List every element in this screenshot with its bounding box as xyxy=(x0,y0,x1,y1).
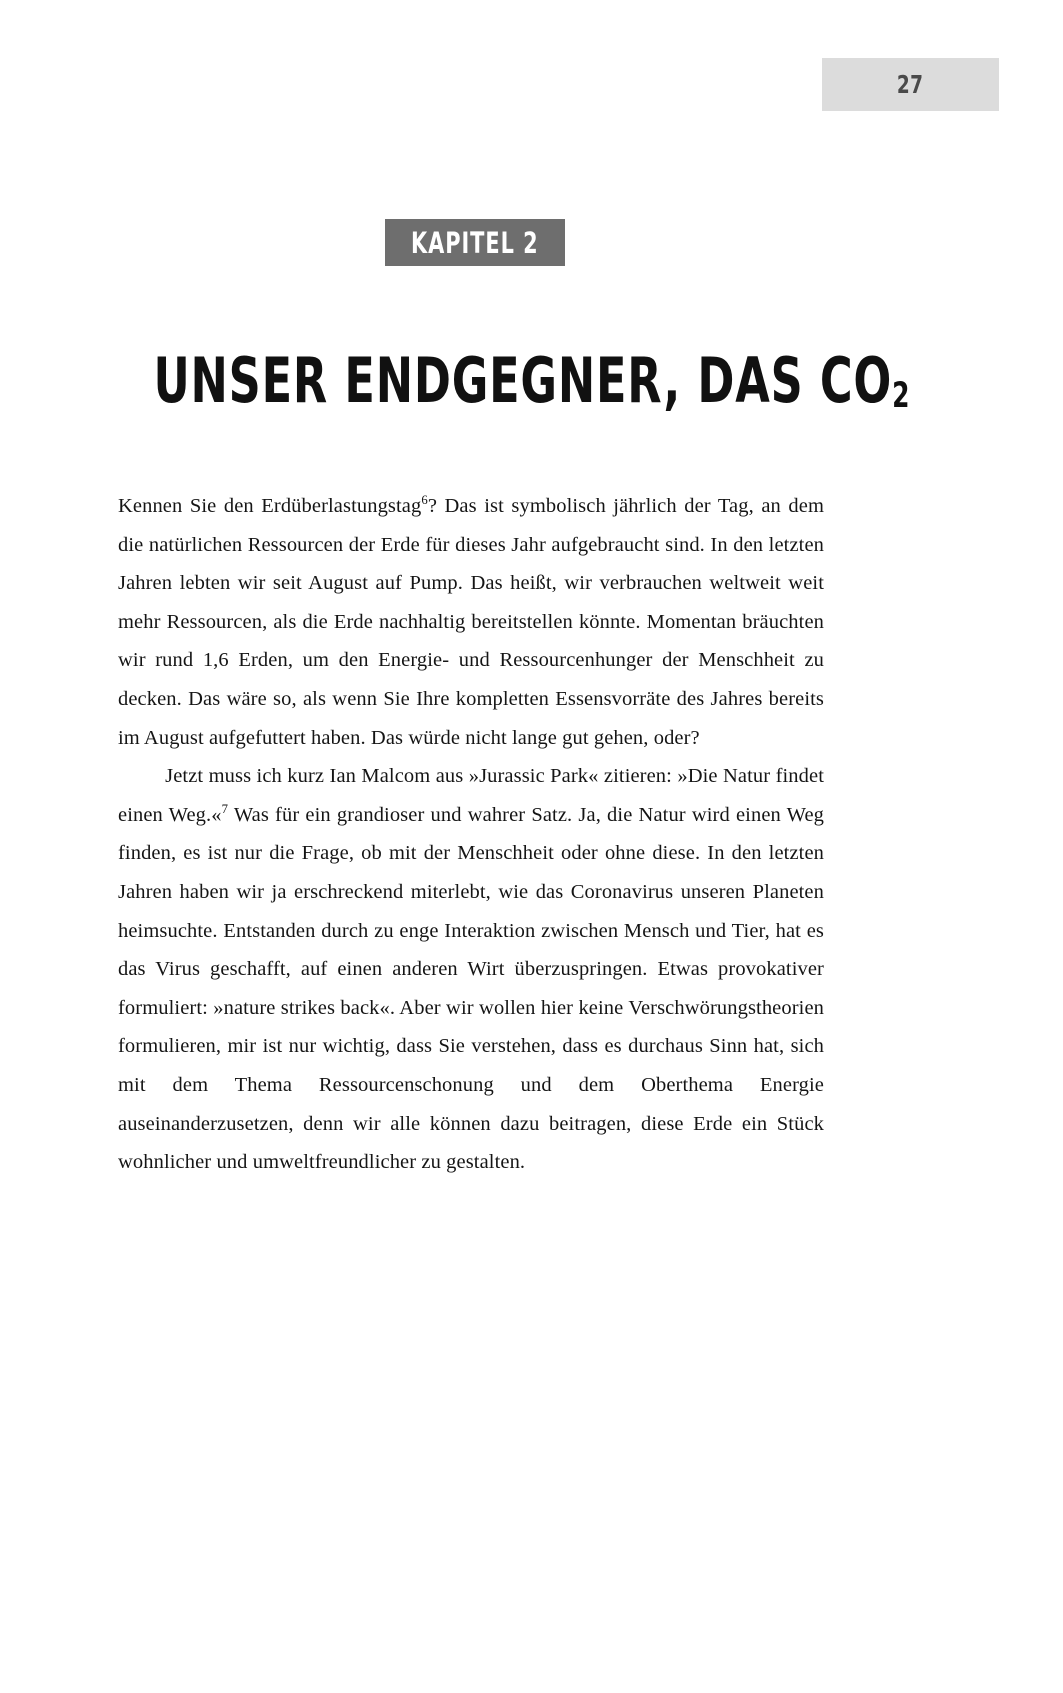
body-text-column xyxy=(118,487,824,1182)
chapter-title xyxy=(0,343,1063,417)
page-number: 27 xyxy=(897,70,924,99)
chapter-badge-label: KAPITEL 2 xyxy=(411,225,539,260)
paragraph-1-text-b: ? Das ist symbolisch jährlich der Tag, an dem die natürlichen Ressourcen der Erde für dieses Jahr aufgebraucht sind. In den letzten Jahren lebten wir seit August auf Pump. Das heißt, wir verbrauchen weltweit weit mehr Ressourcen, als die Erde nachhaltig bereitstellen könnte. Momentan bräuchten wir rund 1,6 Erden, um den Energie- und Ressourcenhunger der Menschheit zu decken. Das wäre so, als wenn Sie Ihre kompletten Essensvorräte des Jahres bereits im August aufgefuttert haben. Das würde nicht lange gut gehen, oder? xyxy=(118,495,824,749)
footnote-marker-6: 6 xyxy=(421,493,428,508)
chapter-title-subscript: 2 xyxy=(892,376,910,417)
paragraph-2-text-a: Jetzt muss ich kurz Ian Malcom aus »Jurassic Park« zitieren: »Die Natur findet einen Weg.« xyxy=(118,765,824,826)
paragraph-1 xyxy=(118,487,824,757)
footnote-marker-7: 7 xyxy=(221,801,229,816)
paragraph-1-text-a: Kennen Sie den Erdüberlastungstag xyxy=(118,495,422,517)
paragraph-2-text-b: Was für ein grandioser und wahrer Satz. Ja, die Natur wird einen Weg finden, es ist nur die Frage, ob mit der Menschheit oder ohne diese. In den letzten Jahren haben wir ja erschreckend miterlebt, wie das Coronavirus unseren Planeten heimsuchte. Entstanden durch zu enge Interaktion zwischen Mensch und Tier, hat es das Virus geschafft, auf einen anderen Wirt überzuspringen. Etwas provokativer formuliert: »nature strikes back«. Aber wir wollen hier keine Verschwörungstheorien formulieren, mir ist nur wichtig, dass Sie verstehen, dass es durchaus Sinn hat, sich mit dem Thema Ressourcenschonung und dem Oberthema Energie auseinanderzusetzen, denn wir alle können dazu beitragen, diese Erde ein Stück wohnlicher und umweltfreundlicher zu gestalten. xyxy=(118,803,824,1174)
chapter-title-text: UNSER ENDGEGNER, DAS CO xyxy=(153,343,893,417)
page-number-box xyxy=(822,58,999,111)
chapter-badge xyxy=(385,219,565,266)
paragraph-2 xyxy=(118,757,824,1182)
